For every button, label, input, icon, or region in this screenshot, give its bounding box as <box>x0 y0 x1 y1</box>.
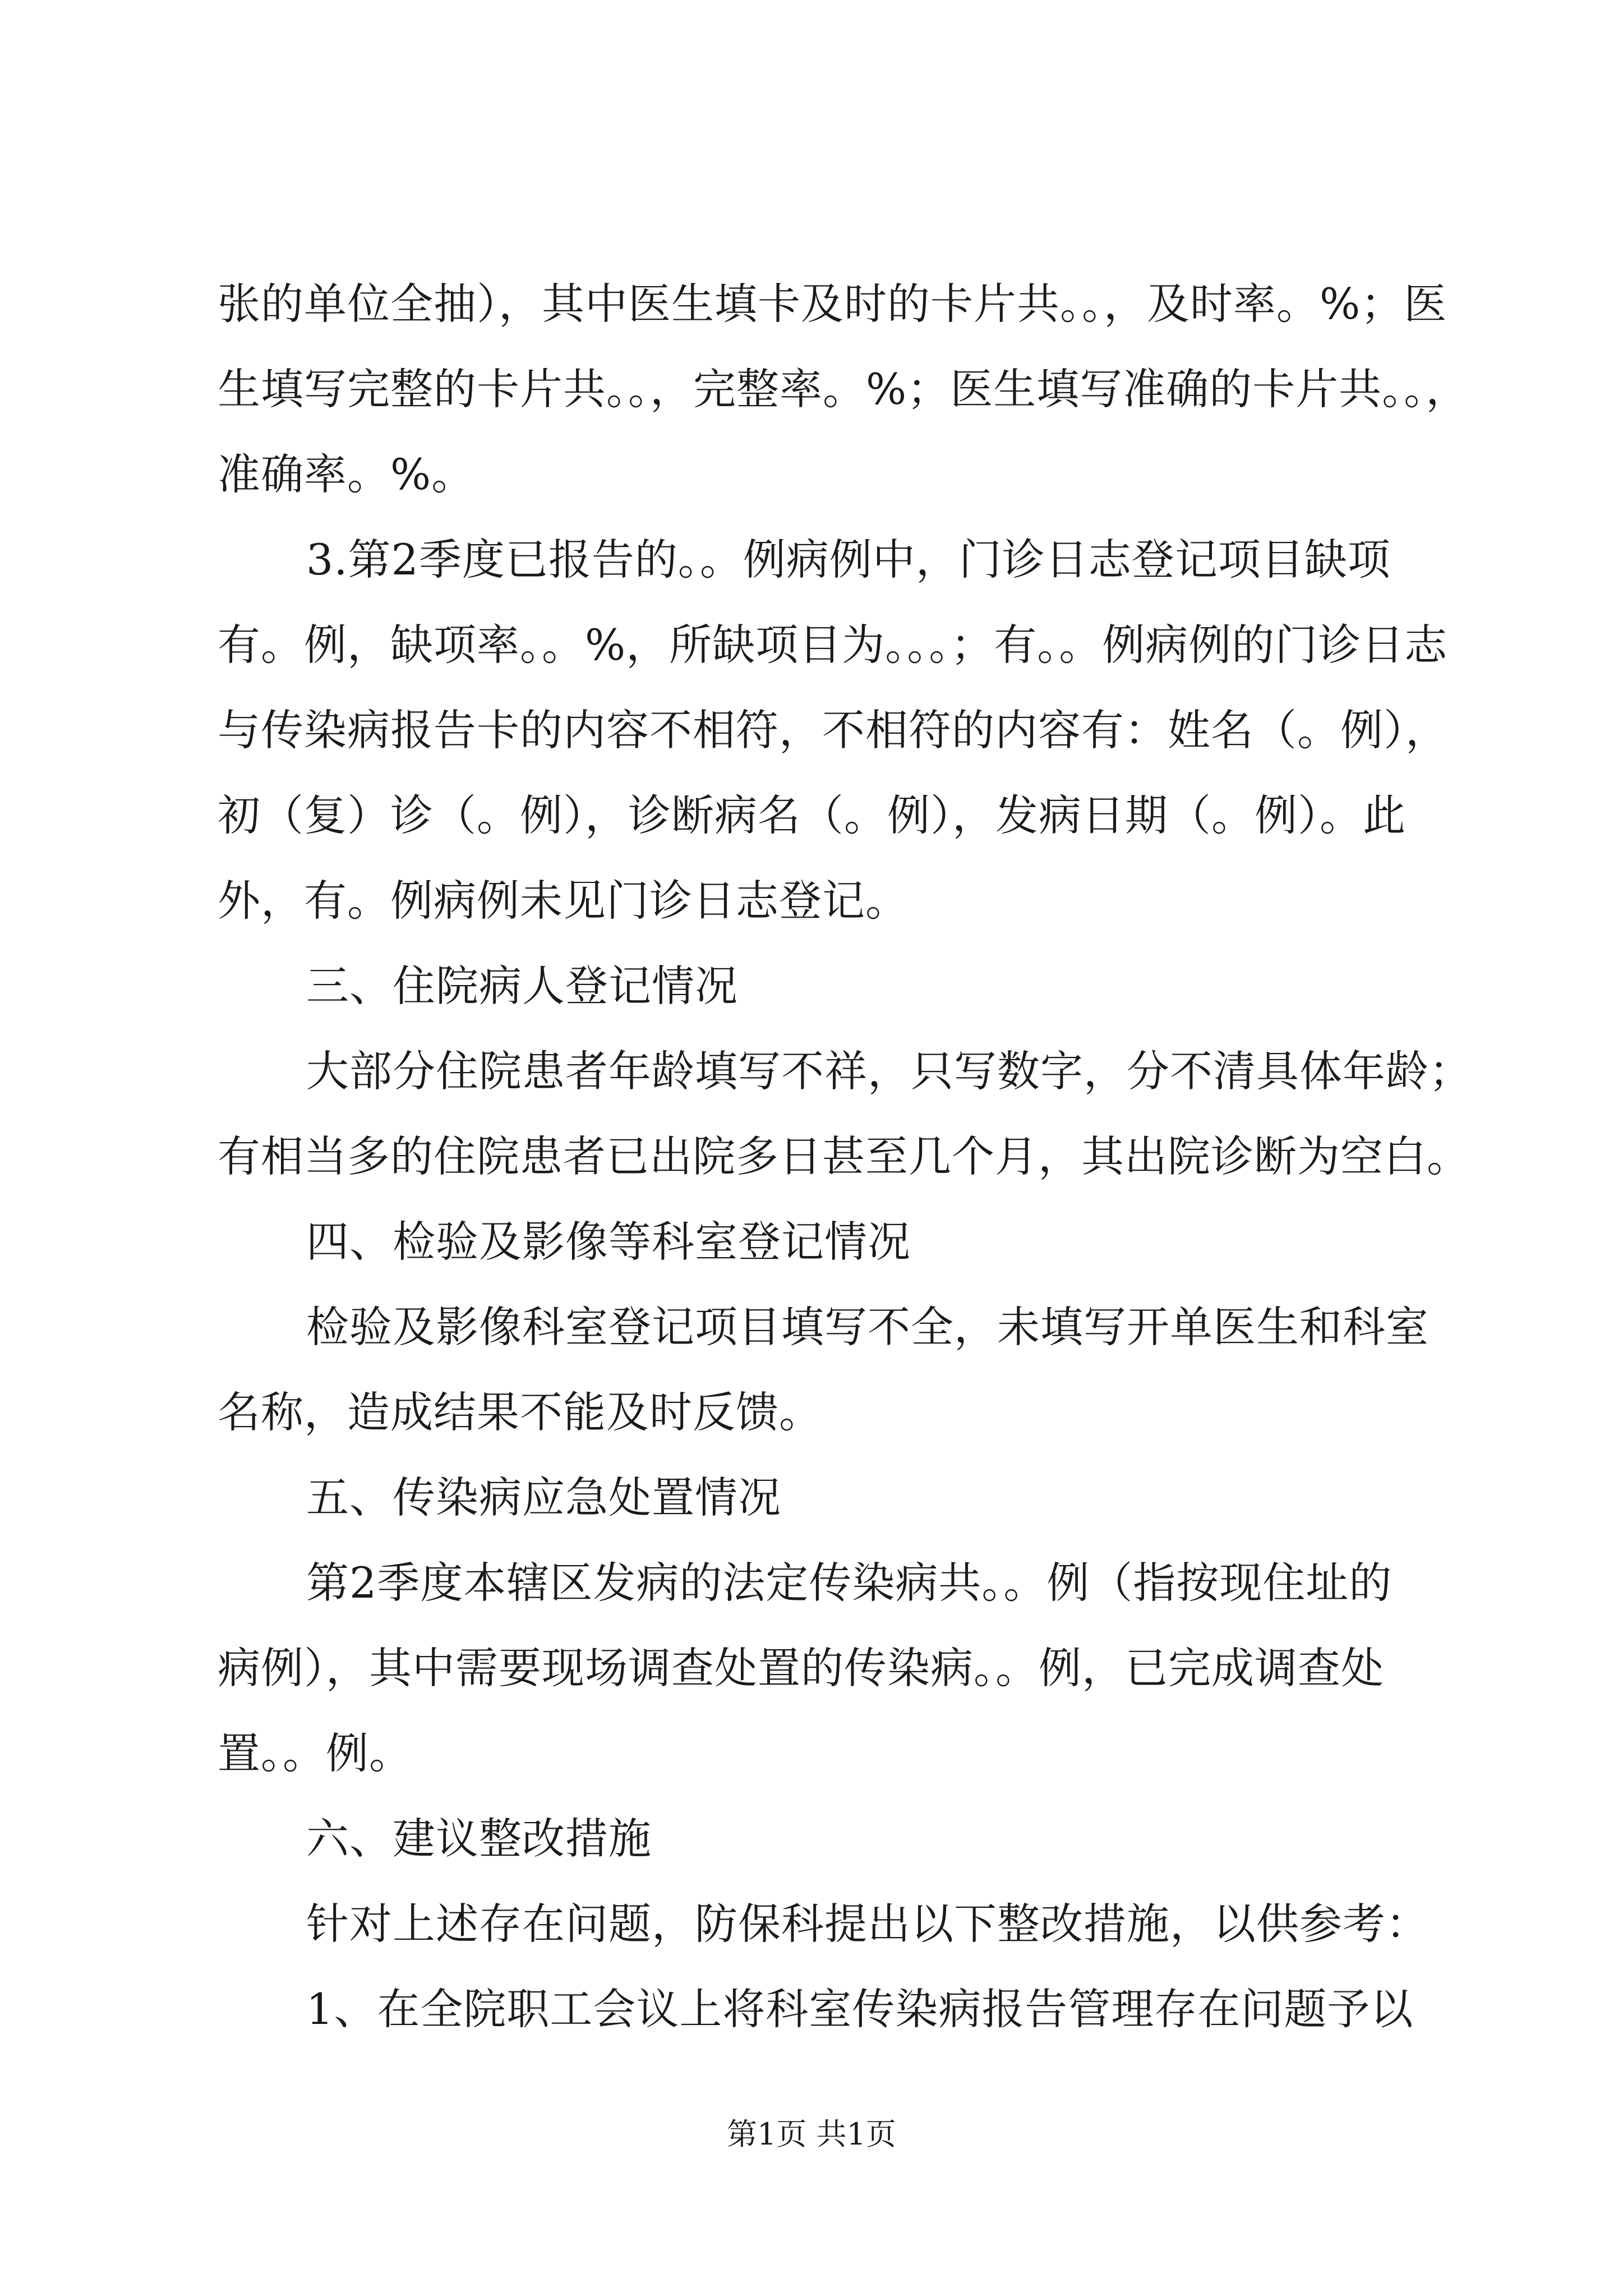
text-line: 1、在全院职工会议上将科室传染病报告管理存在问题予以 <box>306 1984 1414 2034</box>
text-line: 有。例，缺项率。。%，所缺项目为。。。；有。。例病例的门诊日志 <box>218 620 1448 670</box>
text-line: 外，有。例病例未见门诊日志登记。 <box>218 876 909 926</box>
document-body <box>218 261 1472 2052</box>
text-line: 检验及影像科室登记项目填写不全，未填写开单医生和科室 <box>306 1302 1429 1352</box>
text-line: 3.第2季度已报告的。。例病例中，门诊日志登记项目缺项 <box>306 535 1391 585</box>
section-heading: 四、检验及影像等科室登记情况 <box>306 1217 911 1267</box>
page-footer: 第1页 共1页 <box>727 2116 896 2152</box>
text-line: 与传染病报告卡的内容不相符，不相符的内容有：姓名（。例）， <box>218 705 1449 755</box>
text-line: 张的单位全抽），其中医生填卡及时的卡片共。。，及时率。%；医 <box>218 279 1447 329</box>
text-line: 名称，造成结果不能及时反馈。 <box>218 1387 822 1437</box>
text-line: 大部分住院患者年龄填写不祥，只写数字，分不清具体年龄； <box>306 1046 1472 1096</box>
section-heading: 五、传染病应急处置情况 <box>306 1473 781 1522</box>
text-line: 生填写完整的卡片共。。，完整率。%；医生填写准确的卡片共。。， <box>218 364 1469 414</box>
text-line: 准确率。%。 <box>218 449 475 499</box>
text-line: 第2季度本辖区发病的法定传染病共。。例（指按现住址的 <box>306 1558 1393 1608</box>
text-line: 针对上述存在问题，防保科提出以下整改措施，以供参考： <box>306 1899 1429 1949</box>
text-line: 置。。例。 <box>218 1728 412 1778</box>
text-line: 初（复）诊（。例），诊断病名（。例），发病日期（。例）。此 <box>218 790 1406 840</box>
section-heading: 六、建议整改措施 <box>306 1814 652 1864</box>
section-heading: 三、住院病人登记情况 <box>306 961 738 1011</box>
text-line: 病例），其中需要现场调查处置的传染病。。例，已完成调查处 <box>218 1643 1384 1693</box>
text-line: 有相当多的住院患者已出院多日甚至几个月，其出院诊断为空白。 <box>218 1131 1470 1181</box>
